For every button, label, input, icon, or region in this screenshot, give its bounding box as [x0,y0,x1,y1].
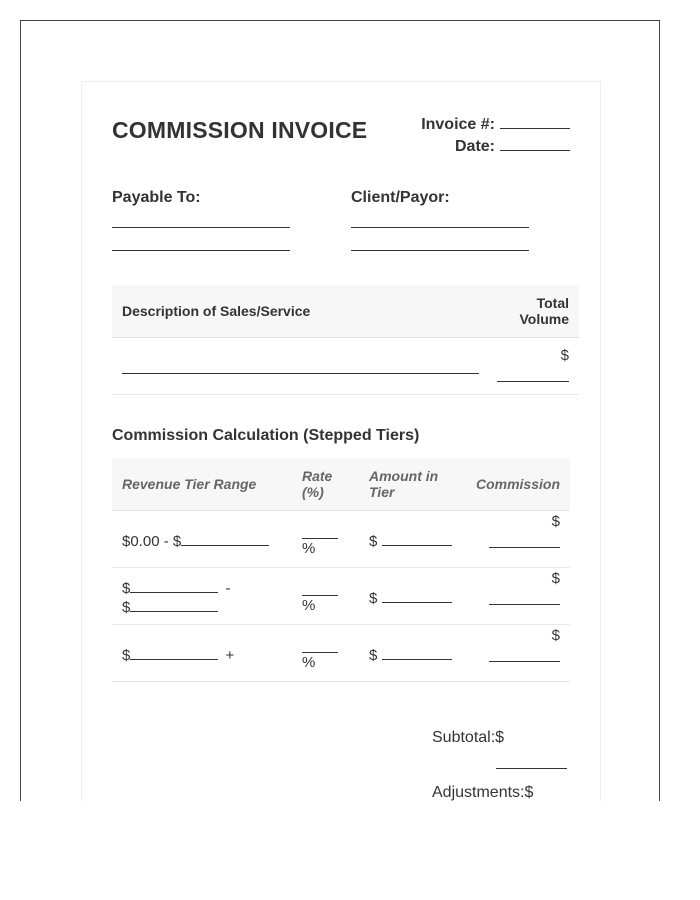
invoice-title: COMMISSION INVOICE [112,117,368,143]
total-volume-header-line1: Total [536,295,569,311]
tier-range-header: Revenue Tier Range [122,476,257,492]
sales-table-header [112,285,579,338]
tier-1-range-start: $0.00 - $ [122,533,182,550]
tier-2-range-start-blank[interactable] [130,578,218,593]
tier-amount-header-line2: Tier [369,484,395,500]
tier-1-range-end-blank[interactable] [181,531,269,546]
tier-amount-header-line1: Amount in [369,468,439,484]
tier-3-range-start-blank[interactable] [130,645,218,660]
tier-1-amount-blank[interactable] [382,531,452,546]
invoice-date-label: Date: [454,138,495,155]
total-volume-line[interactable] [497,381,569,382]
tier-1-range [122,531,269,550]
tier-2-rate-blank[interactable] [302,595,338,596]
tier-rate-header [302,468,332,500]
tier-2-percent: % [302,597,316,614]
tier-3-range-plus: + [225,647,235,664]
tier-1-commission-blank[interactable] [489,547,560,548]
invoice-number-label: Invoice #: [421,116,495,133]
tier-2-commission-blank[interactable] [489,604,560,605]
tier-3-range [122,645,234,664]
client-payor-label: Client/Payor: [351,189,450,206]
tier-3-amount-blank[interactable] [382,645,452,660]
tier-2-amount-blank[interactable] [382,588,452,603]
tier-3-rate-blank[interactable] [302,652,338,653]
tier-2-range-end: $ [122,599,131,616]
tier-3-amount [369,645,452,664]
total-volume-header-line2: Volume [519,311,569,327]
invoice-sheet [81,81,601,801]
tier-1-rate-blank[interactable] [302,538,338,539]
subtotal-label: Subtotal:$ [432,729,505,746]
invoice-date-field[interactable] [455,136,570,156]
tier-3-amount-currency: $ [369,647,378,664]
tier-2-range [122,578,231,616]
total-volume-header [519,295,569,327]
tier-row-3 [112,625,570,682]
tier-1-amount [369,531,452,550]
payable-to-line-1[interactable] [112,227,290,228]
tier-1-amount-currency: $ [369,533,378,550]
tier-1-percent: % [302,540,316,557]
tier-2-amount-currency: $ [369,590,378,607]
tier-rate-header-line2: (%) [302,484,324,500]
total-volume-currency: $ [560,347,569,364]
sales-description-line[interactable] [122,373,479,374]
adjustments-label: Adjustments:$ [432,784,534,801]
tier-2-range-separator: - [225,580,231,597]
client-payor-line-2[interactable] [351,250,529,251]
tier-3-commission-currency: $ [551,627,560,644]
payable-to-line-2[interactable] [112,250,290,251]
subtotal-blank[interactable] [496,768,567,769]
commission-section-title: Commission Calculation (Stepped Tiers) [112,427,420,444]
description-header: Description of Sales/Service [122,303,311,319]
tier-2-range-start: $ [122,580,131,597]
tier-rate-header-line1: Rate [302,468,333,484]
tier-3-range-start: $ [122,647,131,664]
tier-table-header [112,458,570,511]
tier-3-percent: % [302,654,316,671]
tier-commission-header: Commission [475,476,560,492]
tier-3-commission-blank[interactable] [489,661,560,662]
tier-amount-header [369,468,438,500]
page-frame [20,20,660,801]
invoice-date-blank[interactable] [500,136,570,151]
sales-row [112,338,579,395]
invoice-number-blank[interactable] [500,114,570,129]
tier-2-amount [369,588,452,607]
tier-row-1 [112,511,570,568]
tier-2-commission-currency: $ [551,570,560,587]
tier-row-2 [112,568,570,625]
tier-1-commission-currency: $ [551,513,560,530]
client-payor-line-1[interactable] [351,227,529,228]
invoice-number-field[interactable] [421,114,570,134]
payable-to-label: Payable To: [112,189,201,206]
tier-2-range-end-blank[interactable] [130,597,218,612]
